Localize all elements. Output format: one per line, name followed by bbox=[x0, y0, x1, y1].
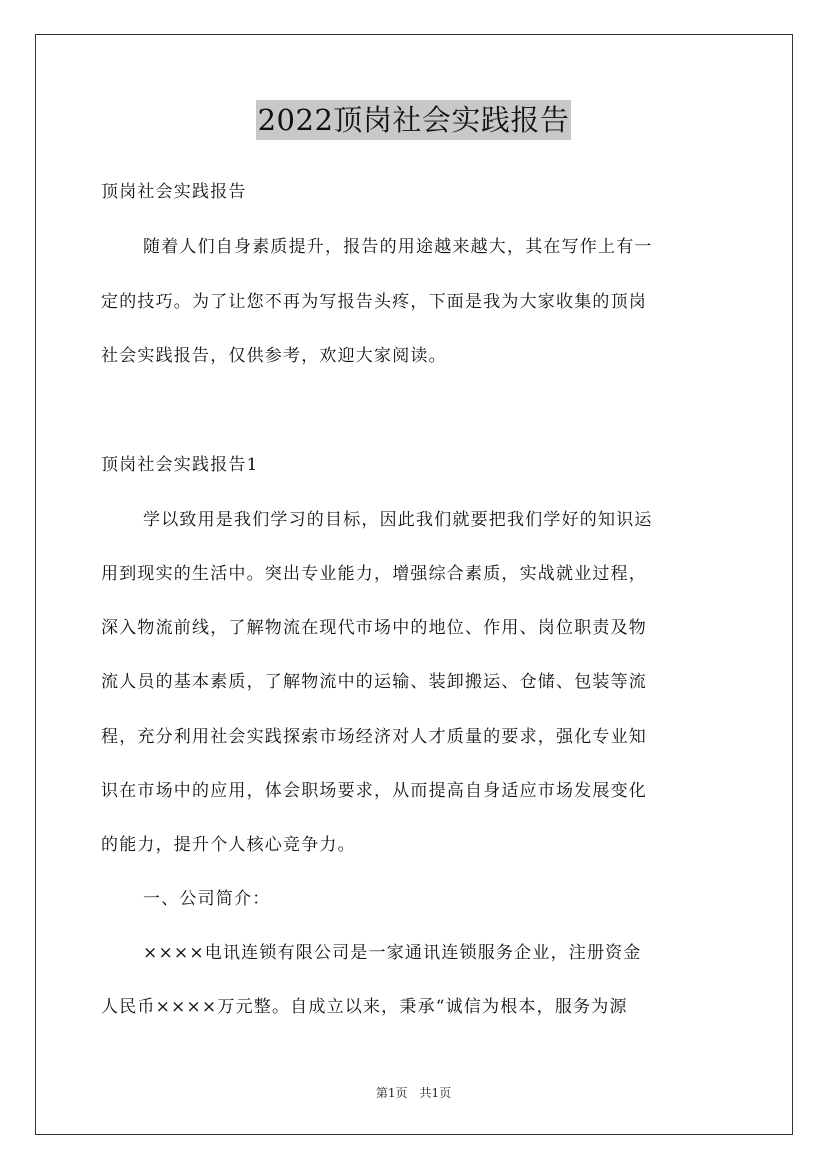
section1-line-4: 流人员的基本素质，了解物流中的运输、装卸搬运、仓储、包装等流 bbox=[101, 672, 647, 692]
intro-line-1: 随着人们自身素质提升，报告的用途越来越大，其在写作上有一 bbox=[143, 237, 653, 257]
section1-heading: 顶岗社会实践报告1 bbox=[101, 455, 259, 475]
title-container bbox=[0, 100, 827, 140]
document-subtitle: 顶岗社会实践报告 bbox=[101, 182, 247, 202]
intro-line-3: 社会实践报告，仅供参考，欢迎大家阅读。 bbox=[101, 346, 447, 366]
intro-line-2: 定的技巧。为了让您不再为写报告头疼，下面是我为大家收集的顶岗 bbox=[101, 292, 647, 312]
section1-line-5: 程，充分利用社会实践探索市场经济对人才质量的要求，强化专业知 bbox=[101, 727, 647, 747]
section1-line-6: 识在市场中的应用，体会职场要求，从而提高自身适应市场发展变化 bbox=[101, 781, 647, 801]
company-line-2: 人民币××××万元整。自成立以来，秉承“诚信为根本，服务为源 bbox=[101, 997, 628, 1017]
company-heading: 一、公司简介： bbox=[143, 889, 271, 909]
section1-line-1: 学以致用是我们学习的目标，因此我们就要把我们学好的知识运 bbox=[143, 510, 653, 530]
company-line-1: ××××电讯连锁有限公司是一家通讯连锁服务企业，注册资金 bbox=[143, 943, 642, 963]
section1-line-7: 的能力，提升个人核心竞争力。 bbox=[101, 835, 356, 855]
section1-line-3: 深入物流前线，了解物流在现代市场中的地位、作用、岗位职责及物 bbox=[101, 618, 647, 638]
page-footer: 第1页 共1页 bbox=[375, 1086, 452, 1100]
section1-line-2: 用到现实的生活中。突出专业能力，增强综合素质，实战就业过程， bbox=[101, 564, 647, 584]
document-title: 2022顶岗社会实践报告 bbox=[256, 100, 572, 140]
